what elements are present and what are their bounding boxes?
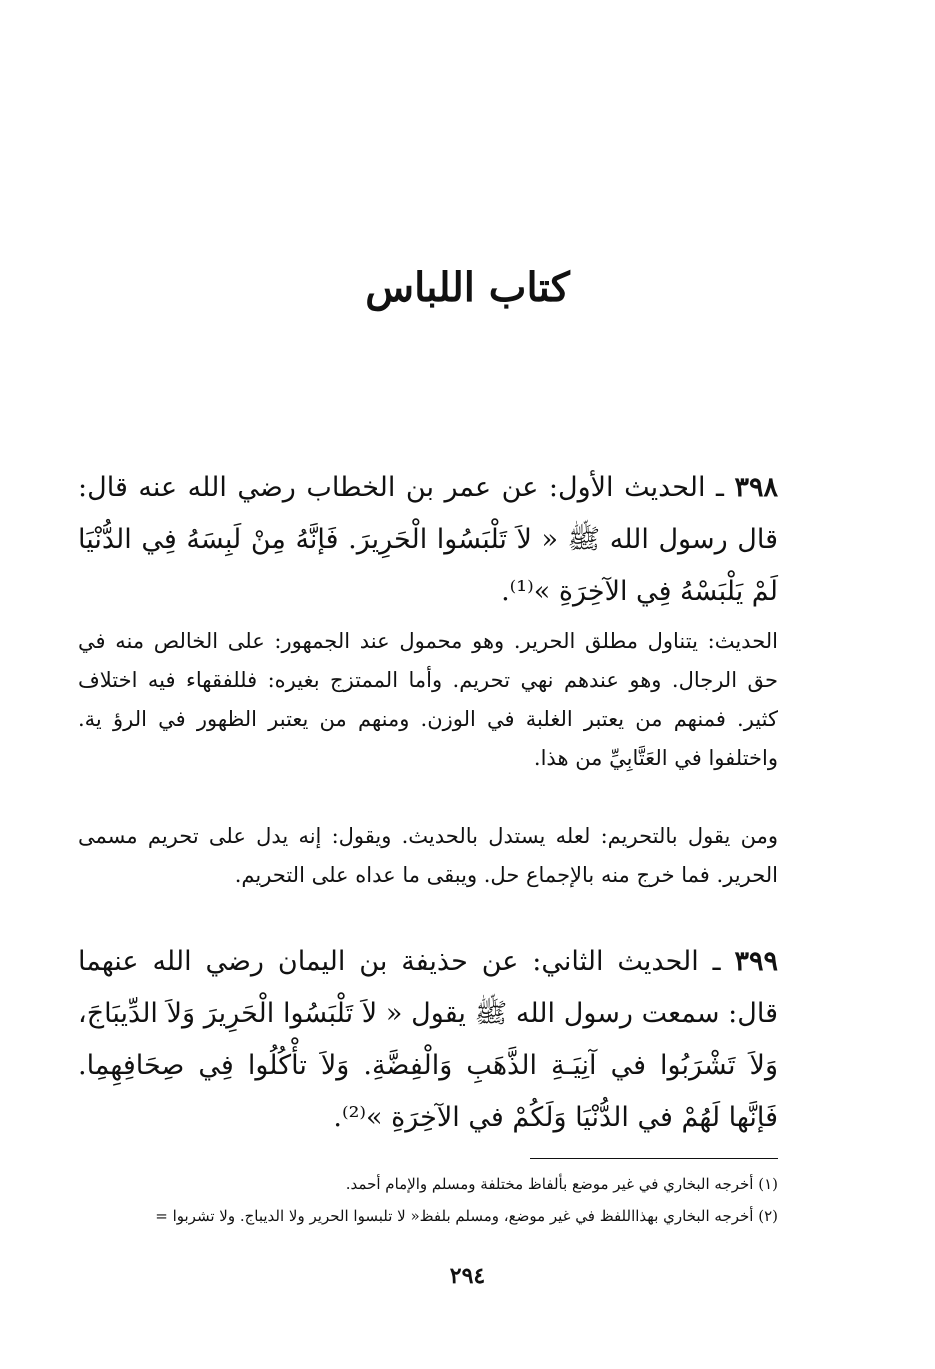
footnote-1: (١) أخرجه البخاري في غير موضع بألفاظ مختلفة ومسلم والإمام أحمد.: [345, 1175, 778, 1193]
hadith-text: ـ الحديث الثاني: عن حذيفة بن اليمان رضي الله عنهما قال: سمعت رسول الله ﷺ يقول « لاَ تَلْبَسُوا الْحَرِيرَ وَلاَ الدِّيبَاجَ، وَلاَ تَشْرَبُوا في آنِيَـةِ الذَّهَبِ وَالْفِضَّةِ. وَلاَ تأْكُلُوا فِي صِحَافِهِمِا. فَإنَّها لَهُمْ في الدُّنْيَا وَلَكُمْ في الآخِرَةِ »⁽²⁾.: [78, 946, 778, 1133]
hadith-number: ٣٩٨: [734, 472, 778, 503]
hadith-399: [78, 936, 778, 1144]
footnote-2: (٢) أخرجه البخاري بهذااللفظ في غير موضع، ومسلم بلفظ« لا تلبسوا الحرير ولا الديباج. ولا تشربوا =: [155, 1207, 778, 1225]
chapter-title: كتاب اللباس: [365, 264, 570, 311]
commentary-paragraph-1: الحديث: يتناول مطلق الحرير. وهو محمول عند الجمهور: على الخالص منه في حق الرجال. وهو عندهم نهي تحريم. وأما الممتزج بغيره: فللفقهاء فيه اختلاف كثير. فمنهم من يعتبر الغلبة في الوزن. ومنهم من يعتبر الظهور في الرؤ ية. واختلفوا في العَتَّابِيِّ من هذا.: [78, 629, 778, 770]
page-number: ٢٩٤: [449, 1263, 486, 1289]
commentary-paragraph-2: ومن يقول بالتحريم: لعله يستدل بالحديث. ويقول: إنه يدل على تحريم مسمى الحرير. فما خرج منه بالإجماع حل. ويبقى ما عداه على التحريم.: [78, 824, 778, 887]
hadith-number: ٣٩٩: [734, 946, 778, 977]
footnote-divider: [530, 1158, 778, 1159]
hadith-398: [78, 462, 778, 618]
hadith-text: ـ الحديث الأول: عن عمر بن الخطاب رضي الله عنه قال: قال رسول الله ﷺ « لاَ تَلْبَسُوا الْحَرِيرَ. فَإنَّهُ مِنْ لَبِسَهُ فِي الدُّنْيَا لَمْ يَلْبَسْهُ فِي الآخِرَةِ »⁽¹⁾.: [78, 472, 778, 607]
footnotes: [78, 1168, 778, 1232]
